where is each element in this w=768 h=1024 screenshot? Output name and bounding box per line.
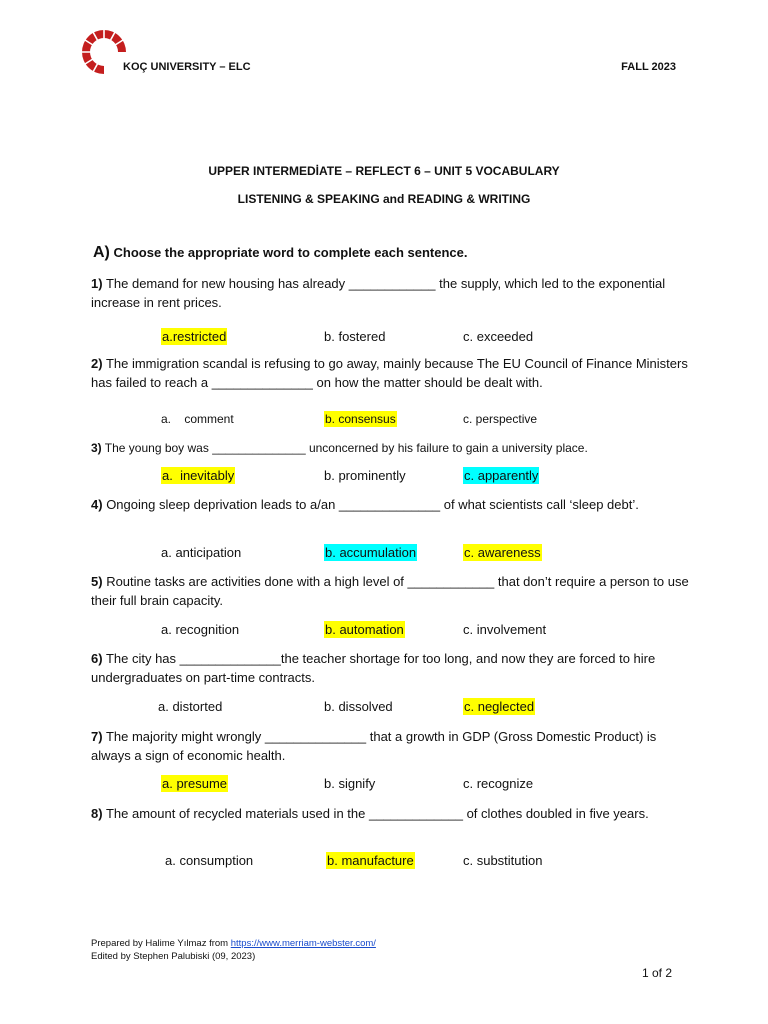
question-number: 8) <box>91 806 103 821</box>
question-number: 7) <box>91 729 103 744</box>
page-number: 1 of 2 <box>641 966 672 980</box>
option-1b[interactable]: b. fostered <box>324 329 386 344</box>
question-number: 5) <box>91 574 103 589</box>
option-8b[interactable]: b. manufacture <box>327 853 414 868</box>
institution-name: KOÇ UNIVERSITY – ELC <box>123 61 251 73</box>
term-label: FALL 2023 <box>621 61 676 73</box>
source-link[interactable]: https://www.merriam-webster.com/ <box>230 938 376 949</box>
option-3b[interactable]: b. prominently <box>324 468 406 483</box>
question-1 <box>91 274 691 312</box>
option-7b[interactable]: b. signify <box>324 776 376 791</box>
question-text: The demand for new housing has already ____________ the supply, which led to the exponential increase in rent prices. <box>91 276 666 310</box>
question-text: The immigration scandal is refusing to go away, mainly because The EU Council of Finance Ministers has failed to reach a ______________ on how the matter should be dealt with. <box>91 356 688 390</box>
option-8c[interactable]: c. substitution <box>463 853 543 868</box>
option-4b[interactable]: b. accumulation <box>325 545 417 560</box>
question-number: 1) <box>91 276 103 291</box>
worksheet-title: UPPER INTERMEDİATE – REFLECT 6 – UNIT 5 VOCABULARY <box>208 164 560 178</box>
question-text: Routine tasks are activities done with a high level of ____________ that don’t require a person to use their full brain capacity. <box>91 574 689 608</box>
question-text: Ongoing sleep deprivation leads to a/an ______________ of what scientists call ‘sleep debt’. <box>106 497 639 512</box>
question-2 <box>91 354 691 392</box>
option-2b[interactable]: b. consensus <box>325 412 396 426</box>
option-3a[interactable]: a. inevitably <box>162 468 235 483</box>
option-4a[interactable]: a. anticipation <box>161 545 242 560</box>
option-7a[interactable]: a. presume <box>162 776 228 791</box>
question-text: The city has ______________the teacher shortage for too long, and now they are forced to hire undergraduates on part-time contracts. <box>91 651 656 685</box>
question-text: The amount of recycled materials used in the _____________ of clothes doubled in five years. <box>105 806 649 821</box>
option-3c[interactable]: c. apparently <box>464 468 539 483</box>
option-4c[interactable]: c. awareness <box>464 545 541 560</box>
question-4 <box>91 495 691 514</box>
question-number: 2) <box>91 356 103 371</box>
option-2c[interactable]: c. perspective <box>463 412 538 426</box>
question-3 <box>91 439 691 458</box>
option-2a[interactable]: a. comment <box>161 412 234 426</box>
question-5 <box>91 572 691 610</box>
option-7c[interactable]: c. recognize <box>463 776 534 791</box>
question-text: The majority might wrongly ______________ that a growth in GDP (Gross Domestic Product) is always a sign of economic health. <box>91 729 657 763</box>
option-6c[interactable]: c. neglected <box>464 699 535 714</box>
option-5a[interactable]: a. recognition <box>161 622 240 637</box>
worksheet-subtitle: LISTENING & SPEAKING and READING & WRITING <box>237 192 531 206</box>
option-6a[interactable]: a. distorted <box>158 699 223 714</box>
option-5c[interactable]: c. involvement <box>463 622 547 637</box>
question-8 <box>91 804 691 823</box>
option-8a[interactable]: a. consumption <box>165 853 254 868</box>
question-6 <box>91 649 691 687</box>
option-1c[interactable]: c. exceeded <box>463 329 534 344</box>
footer-prepared: Prepared by Halime Yılmaz from https://www.merriam-webster.com/ <box>91 938 376 949</box>
question-number: 6) <box>91 651 103 666</box>
option-6b[interactable]: b. dissolved <box>324 699 393 714</box>
question-text: The young boy was ______________ unconcerned by his failure to gain a university place. <box>104 441 588 455</box>
section-instruction: Choose the appropriate word to complete each sentence. <box>113 245 468 260</box>
section-letter: A) <box>93 244 110 261</box>
question-number: 4) <box>91 497 103 512</box>
question-7 <box>91 727 691 765</box>
option-5b[interactable]: b. automation <box>325 622 404 637</box>
footer-edited: Edited by Stephen Palubiski (09, 2023) <box>91 951 256 962</box>
question-number: 3) <box>91 441 102 455</box>
section-a-heading <box>93 244 467 262</box>
option-1a[interactable]: a.restricted <box>162 329 227 344</box>
